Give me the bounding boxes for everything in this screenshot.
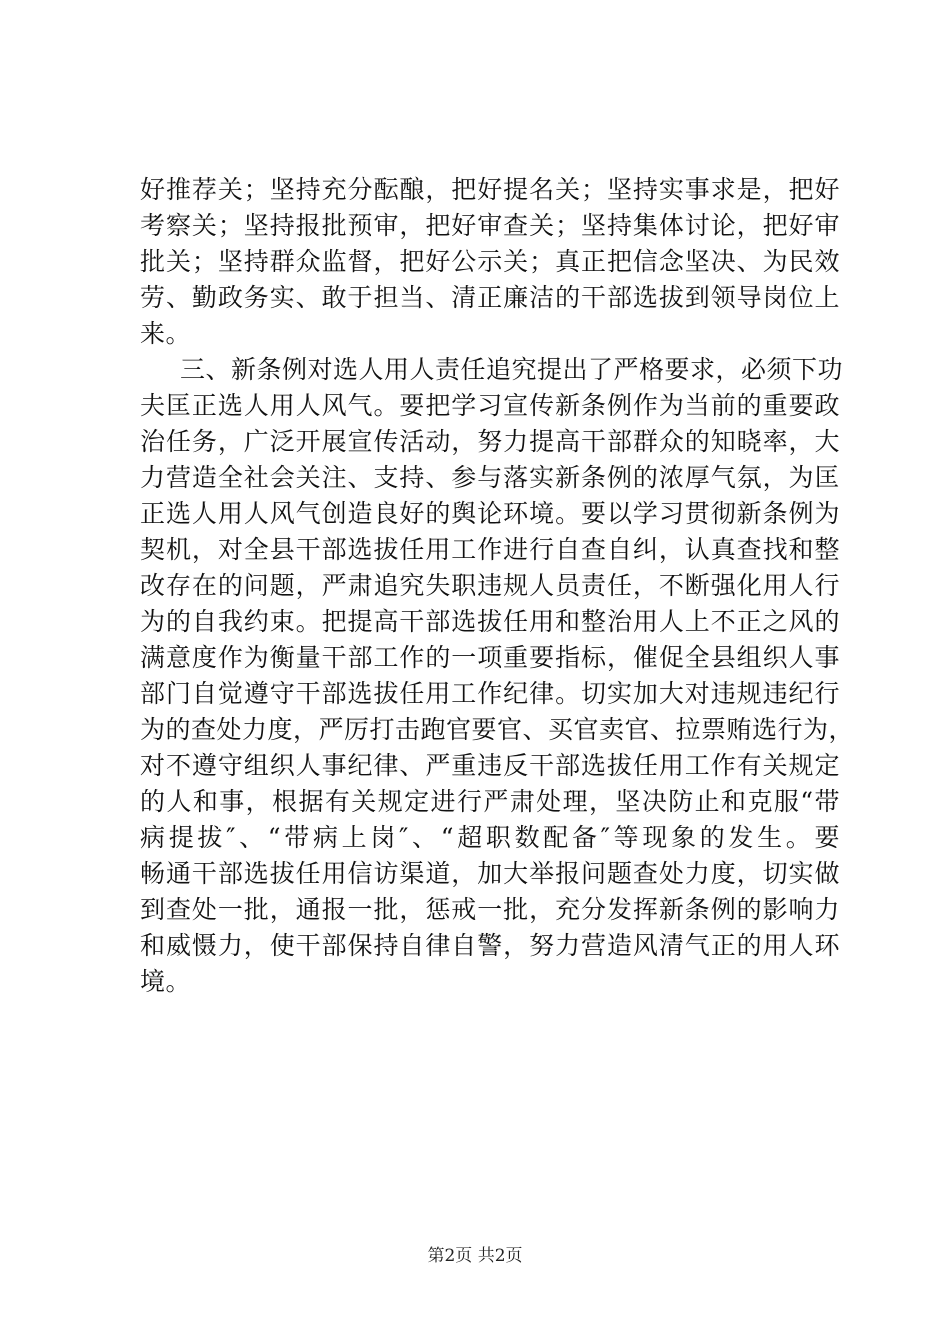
text-line: 改存在的问题，严肃追究失职违规人员责任，不断强化用人行 (140, 571, 840, 600)
text-line: 考察关；坚持报批预审，把好审查关；坚持集体讨论，把好审 (140, 211, 840, 240)
text-line: 为的自我约束。把提高干部选拔任用和整治用人上不正之风的 (140, 607, 840, 636)
text-line: 对不遵守组织人事纪律、严重违反干部选拔任用工作有关规定 (140, 751, 840, 780)
page-footer (0, 1245, 950, 1267)
text-line: 批关；坚持群众监督，把好公示关；真正把信念坚决、为民效 (140, 247, 840, 276)
text-line: 正选人用人风气创造良好的舆论环境。要以学习贯彻新条例为 (140, 499, 840, 528)
text-line: 部门自觉遵守干部选拔任用工作纪律。切实加大对违规违纪行 (140, 679, 840, 708)
text-line: 三、新条例对选人用人责任追究提出了严格要求，必须下功 (180, 355, 844, 384)
text-line: 病提拔″、“带病上岗″、“超职数配备″等现象的发生。要 (140, 823, 840, 852)
text-line: 劳、勤政务实、敢于担当、清正廉洁的干部选拔到领导岗位上 (140, 283, 840, 312)
text-line: 来。 (140, 319, 192, 348)
text-line: 契机，对全县干部选拔任用工作进行自查自纠，认真查找和整 (140, 535, 840, 564)
text-line: 好推荐关；坚持充分酝酿，把好提名关；坚持实事求是，把好 (140, 175, 840, 204)
page-number-label: 第2页 共2页 (427, 1246, 523, 1266)
text-line: 为的查处力度，严厉打击跑官要官、买官卖官、拉票贿选行为， (140, 715, 855, 744)
document-body (140, 172, 855, 1000)
text-line: 夫匡正选人用人风气。要把学习宣传新条例作为当前的重要政 (140, 391, 840, 420)
text-line: 力营造全社会关注、支持、参与落实新条例的浓厚气氛，为匡 (140, 463, 840, 492)
text-line: 境。 (140, 967, 192, 996)
text-line: 治任务，广泛开展宣传活动，努力提高干部群众的知晓率，大 (140, 427, 840, 456)
paragraph-2 (140, 352, 855, 1000)
text-line: 满意度作为衡量干部工作的一项重要指标，催促全县组织人事 (140, 643, 840, 672)
text-line: 畅通干部选拔任用信访渠道，加大举报问题查处力度，切实做 (140, 859, 840, 888)
text-line: 的人和事，根据有关规定进行严肃处理，坚决防止和克服“带 (140, 787, 840, 816)
text-line: 和威慑力，使干部保持自律自警，努力营造风清气正的用人环 (140, 931, 840, 960)
text-line: 到查处一批，通报一批，惩戒一批，充分发挥新条例的影响力 (140, 895, 840, 924)
paragraph-1 (140, 172, 840, 352)
